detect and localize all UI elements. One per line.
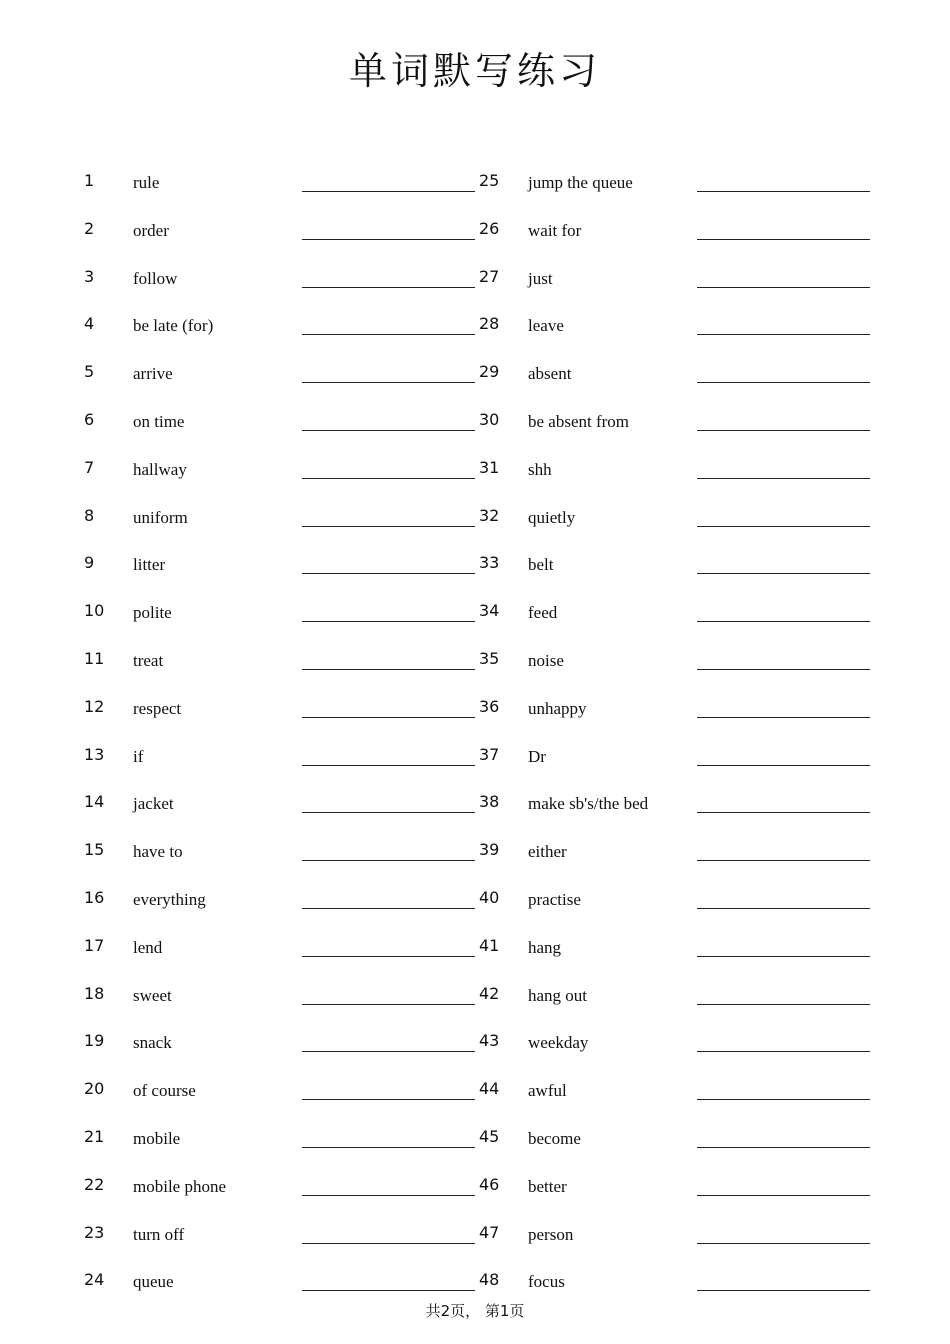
word-row <box>479 350 871 398</box>
vocab-word: wait for <box>528 220 582 240</box>
item-number: 39 <box>479 840 500 860</box>
item-number: 40 <box>479 887 500 907</box>
vocab-word: respect <box>133 698 182 718</box>
word-row <box>84 589 476 637</box>
item-number: 30 <box>479 409 500 429</box>
word-row <box>84 302 476 350</box>
vocab-word: jacket <box>133 794 174 814</box>
word-list-left <box>84 159 476 1306</box>
item-number: 43 <box>479 1031 500 1051</box>
item-number: 5 <box>84 362 95 382</box>
vocab-word: on time <box>133 411 185 431</box>
answer-blank-line <box>697 1099 870 1100</box>
word-row <box>84 733 476 781</box>
answer-blank-line <box>697 430 870 431</box>
vocab-word: leave <box>528 316 564 336</box>
item-number: 23 <box>84 1222 105 1242</box>
answer-blank-line <box>697 621 870 622</box>
answer-blank-line <box>697 526 870 527</box>
answer-blank-line <box>697 334 870 335</box>
answer-blank-line <box>302 956 475 957</box>
vocab-word: feed <box>528 603 558 623</box>
word-row <box>479 1258 871 1306</box>
word-row <box>479 541 871 589</box>
vocab-word: rule <box>133 173 160 192</box>
item-number: 9 <box>84 553 95 573</box>
item-number: 3 <box>84 266 95 286</box>
vocab-word: noise <box>528 650 564 670</box>
word-row <box>84 1067 476 1115</box>
item-number: 47 <box>479 1222 500 1242</box>
word-row <box>479 1211 871 1259</box>
word-row <box>479 1163 871 1211</box>
item-number: 17 <box>84 935 105 955</box>
vocab-word: practise <box>528 889 581 909</box>
answer-blank-line <box>697 717 870 718</box>
item-number: 24 <box>84 1270 105 1290</box>
answer-blank-line <box>697 669 870 670</box>
word-row <box>479 876 871 924</box>
word-row <box>479 207 871 255</box>
page-title: 单词默写练习 <box>348 49 601 93</box>
answer-blank-line <box>697 1290 870 1291</box>
item-number: 18 <box>84 983 105 1003</box>
word-row <box>84 924 476 972</box>
answer-blank-line <box>302 717 475 718</box>
vocab-word: hallway <box>133 459 187 479</box>
item-number: 31 <box>479 457 500 477</box>
answer-blank-line <box>697 1147 870 1148</box>
item-number: 45 <box>479 1126 500 1146</box>
answer-blank-line <box>302 1099 475 1100</box>
word-row <box>84 1019 476 1067</box>
word-row <box>479 589 871 637</box>
item-number: 28 <box>479 314 500 334</box>
word-row <box>479 780 871 828</box>
answer-blank-line <box>302 908 475 909</box>
answer-blank-line <box>697 1243 870 1244</box>
vocab-word: follow <box>133 268 178 288</box>
vocab-word: snack <box>133 1033 172 1053</box>
answer-blank-line <box>697 765 870 766</box>
answer-blank-line <box>302 621 475 622</box>
word-row <box>479 1115 871 1163</box>
item-number: 42 <box>479 983 500 1003</box>
vocab-word: mobile phone <box>133 1176 227 1196</box>
vocab-word: of course <box>133 1081 196 1101</box>
answer-blank-line <box>302 1195 475 1196</box>
item-number: 29 <box>479 362 500 382</box>
answer-blank-line <box>302 287 475 288</box>
word-row <box>479 733 871 781</box>
word-row <box>84 541 476 589</box>
word-row <box>479 972 871 1020</box>
word-row <box>479 1019 871 1067</box>
vocab-word: just <box>528 268 553 288</box>
word-row <box>84 255 476 303</box>
answer-blank-line <box>697 191 870 192</box>
answer-blank-line <box>302 1243 475 1244</box>
word-row <box>84 972 476 1020</box>
vocab-word: belt <box>528 555 554 575</box>
vocab-word: hang <box>528 937 562 957</box>
answer-blank-line <box>302 1290 475 1291</box>
word-row <box>84 159 476 207</box>
answer-blank-line <box>302 1147 475 1148</box>
vocab-word: arrive <box>133 364 173 384</box>
vocab-word: order <box>133 220 169 240</box>
vocab-word: either <box>528 842 567 862</box>
vocab-word: person <box>528 1224 574 1244</box>
item-number: 33 <box>479 553 500 573</box>
answer-blank-line <box>302 860 475 861</box>
item-number: 32 <box>479 505 500 525</box>
vocab-word: absent <box>528 364 572 384</box>
item-number: 10 <box>84 601 105 621</box>
item-number: 6 <box>84 409 95 429</box>
vocab-word: litter <box>133 555 166 575</box>
vocab-word: uniform <box>133 507 188 527</box>
vocab-word: become <box>528 1128 581 1148</box>
item-number: 20 <box>84 1079 105 1099</box>
item-number: 7 <box>84 457 95 477</box>
word-row <box>479 159 871 207</box>
item-number: 13 <box>84 744 105 764</box>
item-number: 48 <box>479 1270 500 1290</box>
answer-blank-line <box>697 860 870 861</box>
answer-blank-line <box>697 812 870 813</box>
item-number: 4 <box>84 314 95 334</box>
vocab-word: be late (for) <box>133 316 214 336</box>
vocab-word: hang out <box>528 985 588 1005</box>
word-list-right <box>479 159 871 1306</box>
word-row <box>84 685 476 733</box>
word-row <box>479 302 871 350</box>
word-row <box>84 1258 476 1306</box>
word-row <box>479 446 871 494</box>
answer-blank-line <box>697 908 870 909</box>
word-row <box>84 446 476 494</box>
item-number: 16 <box>84 887 105 907</box>
word-row <box>84 780 476 828</box>
word-row <box>479 637 871 685</box>
vocab-word: be absent from <box>528 411 630 431</box>
item-number: 8 <box>84 505 95 525</box>
page-footer: 共2页， 第1页 <box>425 1302 525 1320</box>
item-number: 22 <box>84 1174 105 1194</box>
word-row <box>84 876 476 924</box>
vocab-word: queue <box>133 1272 174 1292</box>
word-row <box>84 637 476 685</box>
answer-blank-line <box>302 765 475 766</box>
word-row <box>479 685 871 733</box>
word-row <box>84 1211 476 1259</box>
item-number: 21 <box>84 1126 105 1146</box>
answer-blank-line <box>302 573 475 574</box>
item-number: 44 <box>479 1079 500 1099</box>
answer-blank-line <box>697 382 870 383</box>
answer-blank-line <box>302 812 475 813</box>
item-number: 34 <box>479 601 500 621</box>
answer-blank-line <box>302 478 475 479</box>
word-row <box>84 1115 476 1163</box>
vocab-word: sweet <box>133 985 172 1005</box>
answer-blank-line <box>302 430 475 431</box>
word-row <box>84 1163 476 1211</box>
answer-blank-line <box>302 239 475 240</box>
vocab-word: treat <box>133 650 164 670</box>
item-number: 46 <box>479 1174 500 1194</box>
answer-blank-line <box>697 1051 870 1052</box>
item-number: 41 <box>479 935 500 955</box>
item-number: 12 <box>84 696 105 716</box>
word-row <box>479 494 871 542</box>
answer-blank-line <box>697 478 870 479</box>
word-row <box>84 207 476 255</box>
word-row <box>479 255 871 303</box>
word-row <box>479 924 871 972</box>
answer-blank-line <box>302 382 475 383</box>
word-row <box>479 1067 871 1115</box>
vocab-word: Dr <box>528 746 546 766</box>
vocab-word: if <box>133 746 144 766</box>
vocab-word: shh <box>528 459 552 479</box>
vocab-word: quietly <box>528 507 576 527</box>
item-number: 26 <box>479 218 500 238</box>
word-row <box>479 398 871 446</box>
item-number: 19 <box>84 1031 105 1051</box>
word-row <box>84 398 476 446</box>
vocab-word: lend <box>133 937 163 957</box>
item-number: 27 <box>479 266 500 286</box>
item-number: 37 <box>479 744 500 764</box>
answer-blank-line <box>697 956 870 957</box>
answer-blank-line <box>697 573 870 574</box>
item-number: 14 <box>84 792 105 812</box>
answer-blank-line <box>697 1195 870 1196</box>
vocab-word: mobile <box>133 1128 181 1148</box>
item-number: 36 <box>479 696 500 716</box>
vocab-word: jump the queue <box>528 173 633 192</box>
vocab-word: better <box>528 1176 567 1196</box>
answer-blank-line <box>697 239 870 240</box>
answer-blank-line <box>697 1004 870 1005</box>
item-number: 15 <box>84 840 105 860</box>
word-row <box>84 828 476 876</box>
answer-blank-line <box>302 669 475 670</box>
answer-blank-line <box>302 1051 475 1052</box>
answer-blank-line <box>697 287 870 288</box>
vocab-word: focus <box>528 1272 565 1292</box>
vocab-word: polite <box>133 603 172 623</box>
vocab-word: have to <box>133 842 183 862</box>
word-row <box>84 494 476 542</box>
vocab-word: everything <box>133 889 206 909</box>
answer-blank-line <box>302 526 475 527</box>
item-number: 11 <box>84 648 105 668</box>
item-number: 25 <box>479 171 500 190</box>
vocab-word: awful <box>528 1081 567 1101</box>
vocab-word: weekday <box>528 1033 589 1053</box>
item-number: 1 <box>84 171 95 190</box>
item-number: 2 <box>84 218 95 238</box>
answer-blank-line <box>302 191 475 192</box>
answer-blank-line <box>302 1004 475 1005</box>
word-row <box>479 828 871 876</box>
word-row <box>84 350 476 398</box>
item-number: 38 <box>479 792 500 812</box>
vocab-word: turn off <box>133 1224 185 1244</box>
vocab-word: make sb's/the bed <box>528 794 649 814</box>
vocab-word: unhappy <box>528 698 587 718</box>
answer-blank-line <box>302 334 475 335</box>
item-number: 35 <box>479 648 500 668</box>
